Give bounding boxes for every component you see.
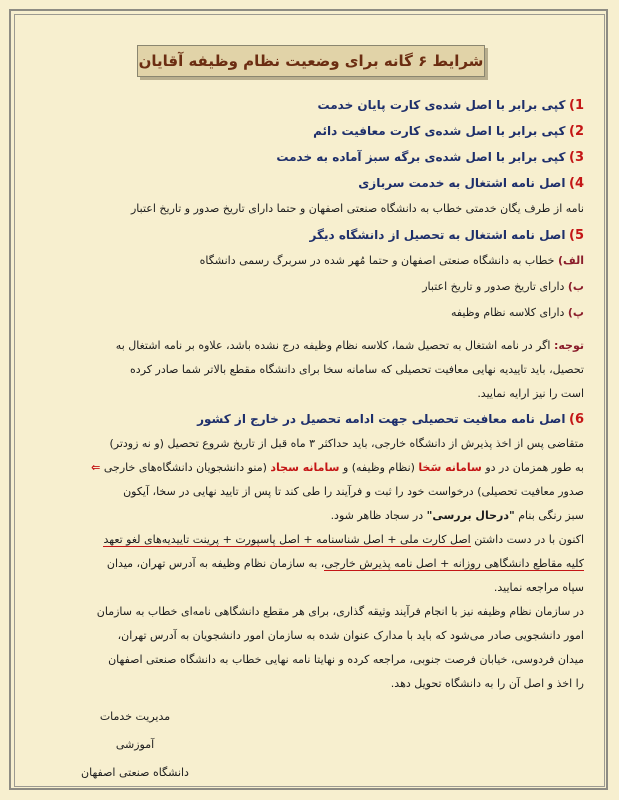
signature-university: دانشگاه صنعتی اصفهان xyxy=(81,766,189,779)
final-line-4: را اخذ و اصل آن را به دانشگاه تحویل دهد. xyxy=(390,677,584,690)
sub-item-label: پ) xyxy=(567,306,584,319)
item-6-line-2 xyxy=(36,456,584,480)
item-heading: اصل نامه اشتغال به خدمت سربازی xyxy=(358,176,566,190)
item-number: 4) xyxy=(569,176,584,191)
item-heading: کپی برابر با اصل شده‌ی برگه سبز آماده به خدمت xyxy=(276,150,566,164)
text-fragment: در سجاد ظاهر شود. xyxy=(330,509,424,522)
item-6-line-4 xyxy=(36,504,584,528)
item-number: 2) xyxy=(569,124,584,139)
final-line-3: میدان فردوسی، خیابان فرصت جنوبی، مراجعه کرده و نهایتا نامه نهایی خطاب به دانشگاه صنعتی اصفهان xyxy=(108,653,584,666)
sajjad-system-name: سامانه سجاد xyxy=(270,461,340,474)
item-6 xyxy=(36,406,584,432)
item-4-description: نامه از طرف یگان خدمتی خطاب به دانشگاه صنعتی اصفهان و حتما دارای تاریخ صدور و تاریخ اعتبار xyxy=(130,202,584,215)
note-line-3: است را نیز ارایه نمایید. xyxy=(477,387,584,400)
text-fragment: اکنون با در دست داشتن xyxy=(474,533,584,546)
item-number: 1) xyxy=(569,98,584,113)
sub-item-text: خطاب به دانشگاه صنعتی اصفهان و حتما مُهر شده در سربرگ رسمی دانشگاه xyxy=(199,254,555,267)
text-fragment: (منو دانشجویان دانشگاه‌های خارجی xyxy=(103,461,267,474)
text-fragment: ، به سازمان نظام وظیفه به آدرس تهران، میدان xyxy=(106,557,325,570)
item-1 xyxy=(36,92,584,118)
item-5 xyxy=(36,222,584,248)
item-6-line-3: صدور معافیت تحصیلی) درخواست خود را ثبت و فرآیند را طی کند تا پس از تایید نهایی در سخا، آیکون xyxy=(123,485,584,498)
item-number: 5) xyxy=(569,228,584,243)
item-3 xyxy=(36,144,584,170)
sub-item-p xyxy=(36,300,584,326)
sub-item-b xyxy=(36,274,584,300)
sakha-system-name: سامانه سَخا xyxy=(418,461,482,474)
sub-item-label: ب) xyxy=(567,280,584,293)
text-fragment: (نظام وظیفه) و xyxy=(342,461,415,474)
documents-line-1 xyxy=(36,528,584,552)
note-line-2: تحصیل، باید تاییدیه نهایی معافیت تحصیلی که سامانه سخا برای دانشگاه مقطع بالاتر شما صادر کرده xyxy=(130,363,584,376)
item-heading: اصل نامه اشتغال به تحصیل از دانشگاه دیگر xyxy=(309,228,566,242)
item-number: 3) xyxy=(569,150,584,165)
sub-item-text: دارای کلاسه نظام وظیفه xyxy=(450,306,565,319)
sub-item-text: دارای تاریخ صدور و تاریخ اعتبار xyxy=(422,280,565,293)
item-6-line-1: متقاضی پس از اخذ پذیرش از دانشگاه خارجی، باید حداکثر ۳ ماه قبل از تاریخ شروع تحصیل (و نه زودتر) xyxy=(109,437,584,450)
text-fragment: به طور همزمان در دو xyxy=(485,461,584,474)
signature-department: مدیریت خدمات آموزشی xyxy=(99,710,171,751)
item-number: 6) xyxy=(569,412,584,427)
item-4 xyxy=(36,170,584,196)
sub-item-a xyxy=(36,248,584,274)
required-documents: اصل کارت ملی + اصل شناسنامه + اصل پاسپورت + پرینت تاییدیه‌های لغو تعهد xyxy=(103,533,471,546)
required-documents: کلیه مقاطع دانشگاهی روزانه + اصل نامه پذیرش خارجی xyxy=(324,557,584,570)
documents-line-2 xyxy=(36,552,584,576)
document-body xyxy=(36,92,584,696)
item-heading: کپی برابر با اصل شده‌ی کارت معافیت دائم xyxy=(313,124,566,138)
arrow-left-icon: ⇐ xyxy=(91,461,101,474)
item-heading: اصل نامه معافیت تحصیلی جهت ادامه تحصیل در خارج از کشور xyxy=(197,412,566,426)
final-line-1: در سازمان نظام وظیفه نیز با انجام فرآیند وثیقه گذاری، برای هر مقطع دانشگاهی نامه‌ای خطاب به سازمان xyxy=(96,605,584,618)
text-fragment: سبز رنگی بنام xyxy=(518,509,584,522)
note-label: توجه: xyxy=(553,339,584,352)
final-line-2: امور دانشجویی صادر می‌شود که باید با مدارک عنوان شده به سازمان امور دانشجویان به آدرس تهران، xyxy=(117,629,584,642)
status-label: "درحال بررسی" xyxy=(426,509,515,522)
item-2 xyxy=(36,118,584,144)
page-title: شرایط ۶ گانه برای وضعیت نظام وظیفه آقایان xyxy=(137,45,485,77)
sub-item-label: الف) xyxy=(557,254,584,267)
note-line-1 xyxy=(36,334,584,358)
documents-line-3: سپاه مراجعه نمایید. xyxy=(493,581,584,594)
signature-block xyxy=(80,703,190,787)
item-heading: کپی برابر با اصل شده‌ی کارت پایان خدمت xyxy=(317,98,566,112)
note-text: اگر در نامه اشتغال به تحصیل شما، کلاسه نظام وظیفه درج نشده باشد، علاوه بر نامه اشتغال به xyxy=(115,339,551,352)
